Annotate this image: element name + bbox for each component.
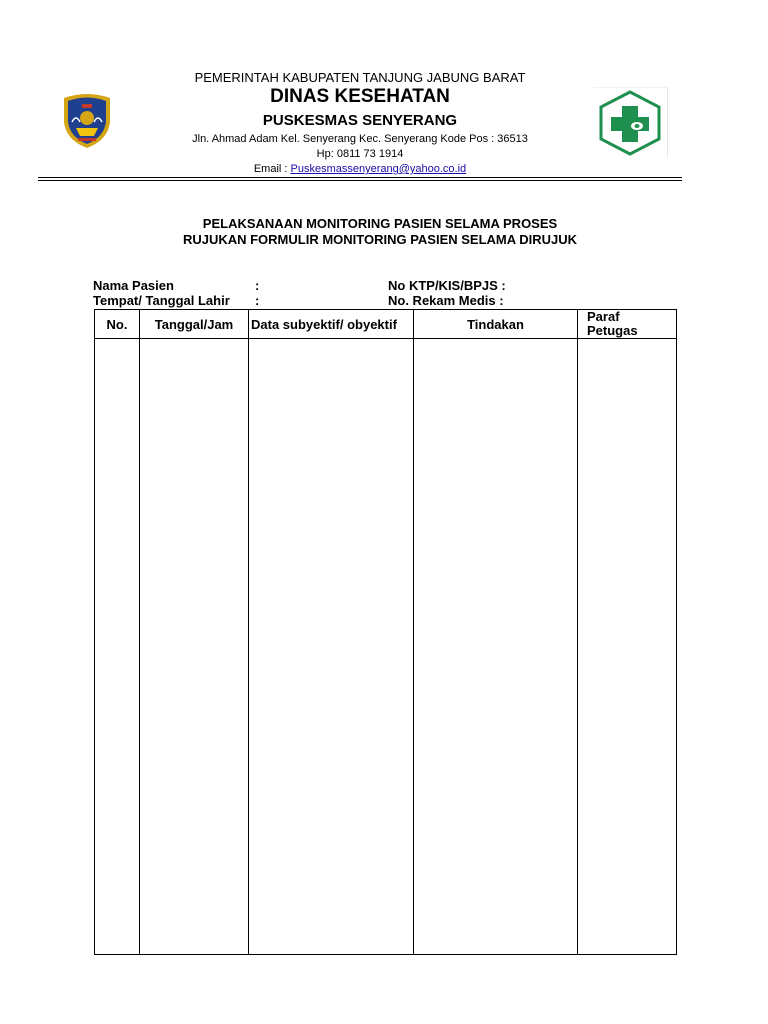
table-header-row <box>95 310 677 339</box>
patient-name-label: Nama Pasien <box>93 278 174 293</box>
facility-name: PUSKESMAS SENYERANG <box>262 112 458 129</box>
birth-place-date-colon: : <box>255 293 260 308</box>
puskesmas-cross-icon <box>593 88 667 158</box>
cell-action[interactable] <box>414 339 578 955</box>
puskesmas-logo <box>593 87 668 158</box>
form-title-line-2: RUJUKAN FORMULIR MONITORING PASIEN SELAMA DIRUJUK <box>182 232 578 247</box>
header-no: No. <box>95 310 140 339</box>
header-date-time: Tanggal/Jam <box>140 310 249 339</box>
email-line <box>160 163 560 175</box>
header-paraf-line-2: Petugas <box>587 323 638 338</box>
form-title-line-1: PELAKSANAAN MONITORING PASIEN SELAMA PROSES <box>202 216 558 231</box>
phone-line: Hp: 0811 73 1914 <box>316 148 404 160</box>
birth-place-date-label: Tempat/ Tanggal Lahir <box>93 293 230 308</box>
medical-record-label: No. Rekam Medis : <box>388 293 504 308</box>
cell-officer-signature[interactable] <box>578 339 677 955</box>
address-line: Jln. Ahmad Adam Kel. Senyerang Kec. Senyerang Kode Pos : 36513 <box>192 133 528 145</box>
email-link[interactable]: Puskesmassenyerang@yahoo.co.id <box>290 163 467 175</box>
email-label: Email : <box>253 163 291 175</box>
monitoring-table <box>94 309 677 955</box>
header-action: Tindakan <box>414 310 578 339</box>
id-number-label: No KTP/KIS/BPJS : <box>388 278 506 293</box>
cell-date-time[interactable] <box>140 339 249 955</box>
agency-name: DINAS KESEHATAN <box>270 86 450 107</box>
header-subjective-objective: Data subyektif/ obyektif <box>249 310 414 339</box>
regency-emblem-icon <box>58 92 116 150</box>
header-officer-signature <box>578 310 677 339</box>
table-row <box>95 339 677 955</box>
cell-no[interactable] <box>95 339 140 955</box>
government-line: PEMERINTAH KABUPATEN TANJUNG JABUNG BARAT <box>194 70 526 85</box>
header-divider-top <box>38 177 682 178</box>
patient-name-colon: : <box>255 278 260 293</box>
header-divider-bottom <box>38 180 682 181</box>
header-paraf-line-1: Paraf <box>587 309 620 324</box>
cell-subjective-objective[interactable] <box>249 339 414 955</box>
